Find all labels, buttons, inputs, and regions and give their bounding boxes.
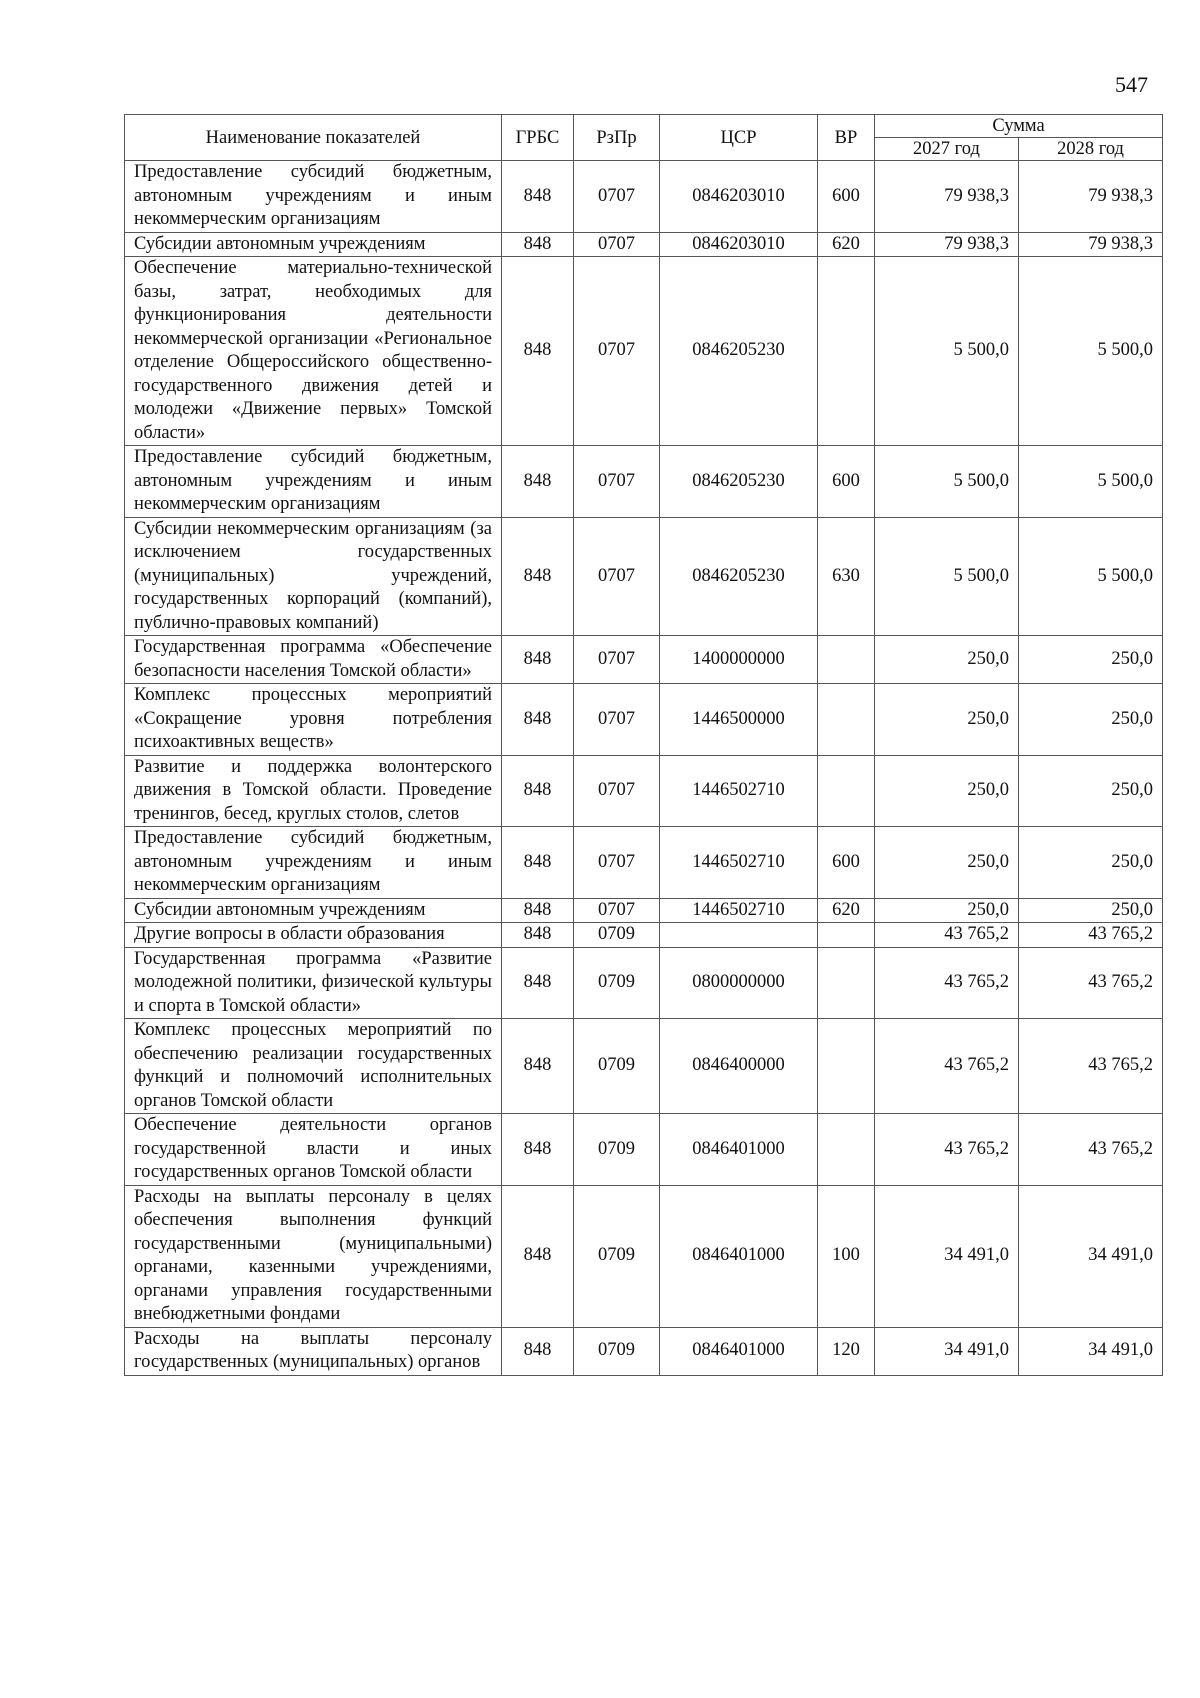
cell-sum-2027: 250,0 [875, 898, 1019, 923]
cell-grbs: 848 [502, 232, 574, 257]
cell-vr [818, 1019, 875, 1114]
cell-grbs: 848 [502, 898, 574, 923]
cell-sum-2028: 43 765,2 [1019, 1019, 1163, 1114]
table-body [125, 161, 1163, 1376]
cell-sum-2028: 5 500,0 [1019, 517, 1163, 636]
cell-vr [818, 684, 875, 756]
cell-sum-2028: 43 765,2 [1019, 923, 1163, 948]
cell-sum-2028: 43 765,2 [1019, 1114, 1163, 1186]
cell-sum-2028: 5 500,0 [1019, 446, 1163, 518]
cell-name: Комплекс процессных мероприятий по обеспечению реализации государственных функций и полномочий исполнительных органов Томской области [125, 1019, 502, 1114]
cell-sum-2027: 43 765,2 [875, 1114, 1019, 1186]
cell-rzpr: 0709 [574, 1019, 660, 1114]
cell-grbs: 848 [502, 755, 574, 827]
cell-sum-2027: 34 491,0 [875, 1185, 1019, 1327]
cell-sum-2027: 5 500,0 [875, 257, 1019, 446]
table-row [125, 923, 1163, 948]
cell-name: Обеспечение материально-технической базы, затрат, необходимых для функционирования деятельности некоммерческой организации «Региональное отделение Общероссийского общественно-государственного движения детей и молодежи «Движение первых» Томской области» [125, 257, 502, 446]
cell-rzpr: 0709 [574, 1185, 660, 1327]
cell-name: Государственная программа «Обеспечение безопасности населения Томской области» [125, 636, 502, 684]
cell-vr: 120 [818, 1327, 875, 1375]
cell-name: Расходы на выплаты персоналу государственных (муниципальных) органов [125, 1327, 502, 1375]
table-row [125, 257, 1163, 446]
cell-name: Субсидии некоммерческим организациям (за исключением государственных (муниципальных) учреждений, государственных корпораций (компаний), публично-правовых компаний) [125, 517, 502, 636]
cell-rzpr: 0709 [574, 947, 660, 1019]
cell-csr: 0846205230 [660, 446, 818, 518]
cell-vr: 100 [818, 1185, 875, 1327]
cell-name: Обеспечение деятельности органов государственной власти и иных государственных органов Томской области [125, 1114, 502, 1186]
cell-grbs: 848 [502, 636, 574, 684]
header-vr: ВР [818, 115, 875, 161]
cell-vr: 600 [818, 161, 875, 233]
cell-name: Субсидии автономным учреждениям [125, 898, 502, 923]
cell-grbs: 848 [502, 923, 574, 948]
cell-grbs: 848 [502, 446, 574, 518]
cell-rzpr: 0707 [574, 755, 660, 827]
table-row [125, 446, 1163, 518]
cell-sum-2028: 250,0 [1019, 755, 1163, 827]
cell-sum-2027: 5 500,0 [875, 446, 1019, 518]
header-rzpr: РзПр [574, 115, 660, 161]
cell-grbs: 848 [502, 1327, 574, 1375]
table-row [125, 898, 1163, 923]
cell-csr: 1400000000 [660, 636, 818, 684]
cell-csr: 0846203010 [660, 161, 818, 233]
cell-rzpr: 0707 [574, 517, 660, 636]
cell-csr: 0846203010 [660, 232, 818, 257]
table-row [125, 1019, 1163, 1114]
cell-sum-2028: 5 500,0 [1019, 257, 1163, 446]
table-header [125, 115, 1163, 161]
cell-rzpr: 0707 [574, 827, 660, 899]
table-row [125, 755, 1163, 827]
cell-rzpr: 0707 [574, 446, 660, 518]
cell-vr [818, 257, 875, 446]
cell-vr [818, 947, 875, 1019]
cell-name: Развитие и поддержка волонтерского движения в Томской области. Проведение тренингов, бесед, круглых столов, слетов [125, 755, 502, 827]
cell-csr: 0846205230 [660, 257, 818, 446]
cell-csr: 1446500000 [660, 684, 818, 756]
cell-csr: 0800000000 [660, 947, 818, 1019]
cell-sum-2027: 34 491,0 [875, 1327, 1019, 1375]
cell-sum-2028: 250,0 [1019, 636, 1163, 684]
cell-sum-2028: 250,0 [1019, 684, 1163, 756]
cell-sum-2028: 79 938,3 [1019, 161, 1163, 233]
cell-vr: 630 [818, 517, 875, 636]
cell-grbs: 848 [502, 947, 574, 1019]
cell-csr: 1446502710 [660, 755, 818, 827]
cell-sum-2028: 250,0 [1019, 898, 1163, 923]
table-row [125, 161, 1163, 233]
cell-name: Расходы на выплаты персоналу в целях обеспечения выполнения функций государственными (муниципальными) органами, казенными учреждениями, органами управления государственными внебюджетными фондами [125, 1185, 502, 1327]
cell-grbs: 848 [502, 517, 574, 636]
cell-csr [660, 923, 818, 948]
cell-sum-2027: 250,0 [875, 755, 1019, 827]
cell-csr: 1446502710 [660, 827, 818, 899]
cell-sum-2027: 43 765,2 [875, 1019, 1019, 1114]
cell-vr: 620 [818, 232, 875, 257]
header-year-2028: 2028 год [1019, 138, 1163, 161]
header-name: Наименование показателей [125, 115, 502, 161]
cell-sum-2027: 43 765,2 [875, 923, 1019, 948]
cell-csr: 0846401000 [660, 1185, 818, 1327]
cell-name: Предоставление субсидий бюджетным, автономным учреждениям и иным некоммерческим организациям [125, 446, 502, 518]
cell-sum-2027: 5 500,0 [875, 517, 1019, 636]
cell-vr: 600 [818, 446, 875, 518]
cell-name: Комплекс процессных мероприятий «Сокращение уровня потребления психоактивных веществ» [125, 684, 502, 756]
cell-vr [818, 1114, 875, 1186]
header-sum: Сумма [875, 115, 1163, 138]
cell-name: Предоставление субсидий бюджетным, автономным учреждениям и иным некоммерческим организациям [125, 161, 502, 233]
cell-sum-2027: 250,0 [875, 684, 1019, 756]
cell-name: Государственная программа «Развитие молодежной политики, физической культуры и спорта в Томской области» [125, 947, 502, 1019]
cell-name: Предоставление субсидий бюджетным, автономным учреждениям и иным некоммерческим организациям [125, 827, 502, 899]
table-row [125, 636, 1163, 684]
cell-sum-2027: 250,0 [875, 827, 1019, 899]
cell-grbs: 848 [502, 1019, 574, 1114]
cell-sum-2028: 79 938,3 [1019, 232, 1163, 257]
cell-rzpr: 0709 [574, 1114, 660, 1186]
cell-vr: 620 [818, 898, 875, 923]
cell-csr: 0846400000 [660, 1019, 818, 1114]
cell-rzpr: 0707 [574, 232, 660, 257]
table-row [125, 1327, 1163, 1375]
table-row [125, 947, 1163, 1019]
cell-grbs: 848 [502, 684, 574, 756]
cell-sum-2028: 34 491,0 [1019, 1327, 1163, 1375]
cell-csr: 0846205230 [660, 517, 818, 636]
cell-csr: 1446502710 [660, 898, 818, 923]
cell-name: Другие вопросы в области образования [125, 923, 502, 948]
table-row [125, 827, 1163, 899]
header-year-2027: 2027 год [875, 138, 1019, 161]
cell-rzpr: 0707 [574, 257, 660, 446]
cell-rzpr: 0709 [574, 923, 660, 948]
cell-name: Субсидии автономным учреждениям [125, 232, 502, 257]
table-row [125, 1114, 1163, 1186]
header-csr: ЦСР [660, 115, 818, 161]
cell-sum-2027: 79 938,3 [875, 161, 1019, 233]
table-row [125, 517, 1163, 636]
cell-rzpr: 0709 [574, 1327, 660, 1375]
cell-rzpr: 0707 [574, 161, 660, 233]
cell-grbs: 848 [502, 257, 574, 446]
cell-vr: 600 [818, 827, 875, 899]
table-row [125, 232, 1163, 257]
page-number: 547 [1115, 72, 1148, 97]
table-row [125, 1185, 1163, 1327]
table-row [125, 684, 1163, 756]
cell-sum-2028: 34 491,0 [1019, 1185, 1163, 1327]
cell-vr [818, 923, 875, 948]
cell-sum-2028: 250,0 [1019, 827, 1163, 899]
cell-sum-2027: 250,0 [875, 636, 1019, 684]
cell-vr [818, 755, 875, 827]
cell-rzpr: 0707 [574, 898, 660, 923]
cell-rzpr: 0707 [574, 636, 660, 684]
cell-csr: 0846401000 [660, 1114, 818, 1186]
cell-grbs: 848 [502, 827, 574, 899]
cell-rzpr: 0707 [574, 684, 660, 756]
cell-grbs: 848 [502, 1114, 574, 1186]
cell-sum-2027: 79 938,3 [875, 232, 1019, 257]
cell-sum-2027: 43 765,2 [875, 947, 1019, 1019]
cell-csr: 0846401000 [660, 1327, 818, 1375]
header-grbs: ГРБС [502, 115, 574, 161]
cell-vr [818, 636, 875, 684]
cell-sum-2028: 43 765,2 [1019, 947, 1163, 1019]
cell-grbs: 848 [502, 161, 574, 233]
cell-grbs: 848 [502, 1185, 574, 1327]
budget-table [124, 114, 1163, 1376]
